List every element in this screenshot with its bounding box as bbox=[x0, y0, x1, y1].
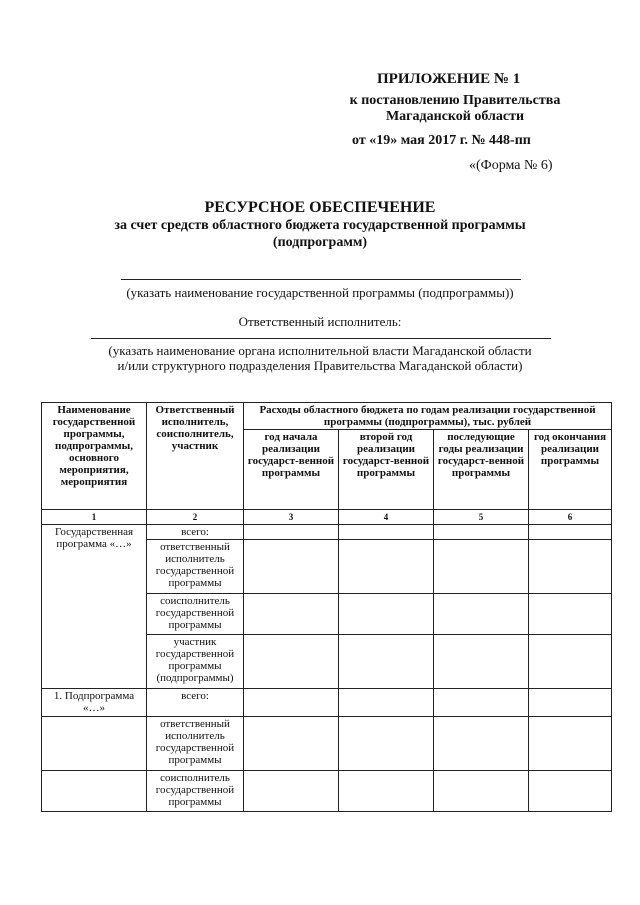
table-cell bbox=[244, 594, 339, 635]
col-header-second-year: второй год реализации государст-венной программы bbox=[339, 430, 434, 510]
col-header-next-years: последующие годы реализации государст-венной программы bbox=[434, 430, 529, 510]
appendix-title: ПРИЛОЖЕНИЕ № 1 bbox=[377, 71, 521, 87]
table-cell bbox=[434, 525, 529, 540]
subprogram-coexecutor-label: соисполнитель государственной программы bbox=[147, 771, 244, 812]
form-number-label: «(Форма № 6) bbox=[469, 158, 553, 173]
table-cell bbox=[244, 717, 339, 771]
col-header-end-year: год окончания реализации программы bbox=[529, 430, 612, 510]
table-cell bbox=[434, 717, 529, 771]
table-cell bbox=[339, 525, 434, 540]
table-cell bbox=[434, 689, 529, 717]
appendix-date-line: от «19» мая 2017 г. № 448-пп bbox=[352, 133, 531, 148]
table-cell bbox=[434, 540, 529, 594]
col-number: 6 bbox=[529, 510, 612, 525]
resource-table bbox=[41, 402, 612, 812]
responsible-label: Ответственный исполнитель: bbox=[238, 314, 402, 329]
col-number: 4 bbox=[339, 510, 434, 525]
col-header-start-year: год начала реализации государст-венной программы bbox=[244, 430, 339, 510]
col-number: 5 bbox=[434, 510, 529, 525]
table-cell bbox=[434, 635, 529, 689]
table-row bbox=[42, 771, 612, 812]
col-header-name: Наименование государственной программы, подпрограммы, основного мероприятия, мероприятия bbox=[42, 403, 147, 510]
program-coexecutor-label: соисполнитель государственной программы bbox=[147, 594, 244, 635]
table-row bbox=[42, 525, 612, 540]
table-cell bbox=[244, 771, 339, 812]
table-cell bbox=[244, 525, 339, 540]
program-name-line bbox=[121, 279, 521, 280]
table-cell bbox=[339, 771, 434, 812]
table-cell bbox=[529, 635, 612, 689]
subprogram-executor-label: ответственный исполнитель государственной программы bbox=[147, 717, 244, 771]
org-hint-line-2: и/или структурного подразделения Правительства Магаданской области) bbox=[117, 358, 523, 373]
table-cell bbox=[434, 594, 529, 635]
table-cell bbox=[529, 717, 612, 771]
table-cell bbox=[434, 771, 529, 812]
document-subtitle: за счет средств областного бюджета государственной программы bbox=[114, 218, 526, 233]
table-cell bbox=[339, 689, 434, 717]
subprogram-name-cell: 1. Подпрограмма «…» bbox=[42, 689, 147, 717]
table-cell bbox=[529, 525, 612, 540]
org-hint-line-1: (указать наименование органа исполнительной власти Магаданской области bbox=[108, 343, 532, 358]
subprogram-total-label: всего: bbox=[147, 689, 244, 717]
col-number: 2 bbox=[147, 510, 244, 525]
table-cell bbox=[529, 771, 612, 812]
table-cell bbox=[42, 771, 147, 812]
document-title: РЕСУРСНОЕ ОБЕСПЕЧЕНИЕ bbox=[204, 199, 436, 216]
col-number: 1 bbox=[42, 510, 147, 525]
document-subtitle-2: (подпрограмм) bbox=[272, 235, 368, 250]
table-row bbox=[42, 717, 612, 771]
table-cell bbox=[339, 717, 434, 771]
appendix-region-line: Магаданской области bbox=[385, 109, 525, 124]
table-cell bbox=[529, 540, 612, 594]
table-cell bbox=[42, 717, 147, 771]
table-cell bbox=[529, 594, 612, 635]
program-participant-label: участник государственной программы (подпрограммы) bbox=[147, 635, 244, 689]
table-cell bbox=[244, 540, 339, 594]
table-cell bbox=[339, 540, 434, 594]
org-name-line bbox=[91, 338, 551, 339]
appendix-decree-line: к постановлению Правительства bbox=[349, 93, 561, 108]
table-cell bbox=[339, 594, 434, 635]
program-name-cell: Государственная программа «…» bbox=[42, 525, 147, 689]
program-total-label: всего: bbox=[147, 525, 244, 540]
table-row bbox=[42, 689, 612, 717]
program-executor-label: ответственный исполнитель государственной программы bbox=[147, 540, 244, 594]
col-header-expenses: Расходы областного бюджета по годам реализации государственной программы (подпрограммы), тыс. рублей bbox=[244, 403, 612, 430]
table-cell bbox=[244, 689, 339, 717]
program-name-hint: (указать наименование государственной программы (подпрограммы)) bbox=[126, 285, 514, 300]
table-cell bbox=[529, 689, 612, 717]
table-cell bbox=[339, 635, 434, 689]
col-number: 3 bbox=[244, 510, 339, 525]
table-cell bbox=[244, 635, 339, 689]
col-header-executor: Ответственный исполнитель, соисполнитель, участник bbox=[147, 403, 244, 510]
